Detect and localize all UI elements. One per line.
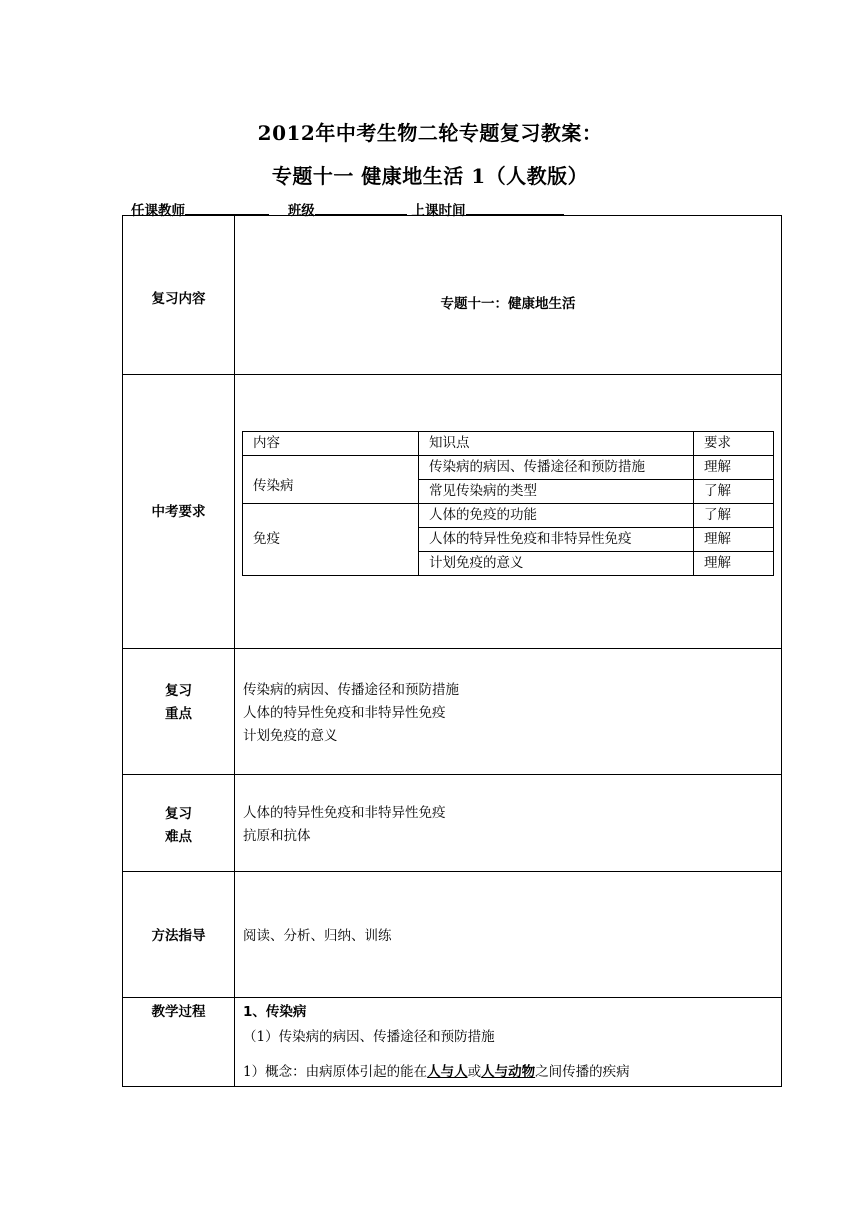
row-divider [123,997,781,998]
table-row [243,456,774,480]
key-point-line: 传染病的病因、传播途径和预防措施 [243,682,459,698]
column-divider [234,216,235,1086]
teacher-label: 任课教师 [131,203,185,219]
definition-suffix: 之间传播的疾病 [535,1064,630,1080]
definition-prefix: 1）概念：由病原体引起的能在 [243,1064,428,1080]
point-cell: 人体的免疫的功能 [419,504,694,528]
level-cell: 了解 [694,480,774,504]
difficult-points-label-2: 难点 [165,829,192,845]
point-cell: 传染病的病因、传播途径和预防措施 [419,456,694,480]
point-cell: 计划免疫的意义 [419,552,694,576]
table-row [243,504,774,528]
header-cell: 要求 [694,432,774,456]
method-label: 方法指导 [151,928,206,944]
key-point-line: 人体的特异性免疫和非特异性免疫 [243,705,446,721]
level-cell: 理解 [694,552,774,576]
row-divider [123,774,781,775]
level-cell: 了解 [694,504,774,528]
point-cell: 常见传染病的类型 [419,480,694,504]
row-divider [123,871,781,872]
lesson-table [122,215,782,1087]
row-divider [123,648,781,649]
difficult-point-line: 抗原和抗体 [243,828,311,844]
exam-requirements-label: 中考要求 [151,504,206,520]
time-blank[interactable] [466,202,564,215]
level-cell: 理解 [694,456,774,480]
key-points-label-2: 重点 [165,706,192,722]
class-label: 班级 [287,203,315,219]
topic-cell: 传染病 [243,456,419,504]
class-blank[interactable] [315,202,407,215]
document-subtitle: 专题十一 健康地生活 1（人教版） [271,164,589,188]
method-value: 阅读、分析、归纳、训练 [243,928,392,944]
definition-term-2: 人与动物 [481,1064,536,1080]
key-point-line: 计划免疫的意义 [243,728,338,744]
difficult-point-line: 人体的特异性免疫和非特异性免疫 [243,805,446,821]
document-title: 2012年中考生物二轮专题复习教案： [257,121,603,145]
definition-term-1: 人与人 [427,1064,468,1080]
process-subheading: （1）传染病的病因、传播途径和预防措施 [243,1029,495,1045]
time-label: 上课时间 [411,203,466,219]
level-cell: 理解 [694,528,774,552]
definition-mid: 或 [467,1064,482,1080]
review-content-value: 专题十一：健康地生活 [440,296,576,312]
difficult-points-label-1: 复习 [165,806,192,822]
requirements-table [242,431,774,576]
topic-cell: 免疫 [243,504,419,576]
row-divider [123,374,781,375]
table-header-row [243,432,774,456]
header-cell: 知识点 [419,432,694,456]
review-content-label: 复习内容 [151,291,206,307]
point-cell: 人体的特异性免疫和非特异性免疫 [419,528,694,552]
process-label: 教学过程 [151,1004,206,1020]
header-cell: 内容 [243,432,419,456]
teacher-blank[interactable] [185,202,269,215]
process-heading: 1、传染病 [243,1004,307,1020]
key-points-label-1: 复习 [165,683,192,699]
process-definition [243,1061,630,1084]
